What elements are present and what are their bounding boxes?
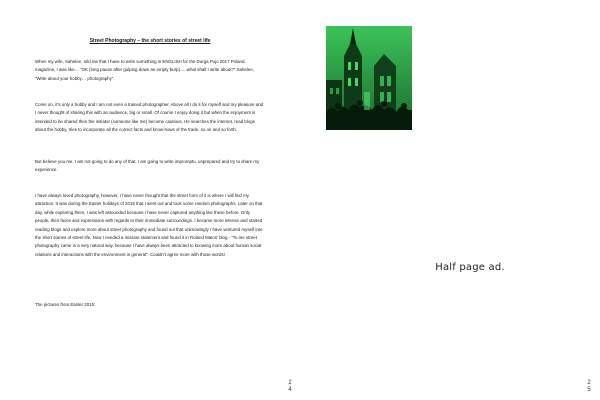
paragraph-street-photography: I have always loved photography, however, I have never thought that the street form of it is where I will find my attraction. It was during the Easter holidays of 2015 that I went out and took some random photographs. Later on that day, while exploring them, I was left astounded because I have never captured anything like these before. Only people, their faces and expressions with regards to their immediate surroundings. I became more intense and started reading blogs and explore more about street photography and found out that unknowingly I have ventured myself into the short stories of street life. Now I needed a mission statement and found it in Roland Matos’ blog - “To me street photography came in a very natural way, because I have always been attracted to knowing more about human social relations and interactions with the environment in general”. Couldn’t agree more with those words! — [35, 193, 263, 257]
half-page-ad-label: Half page ad. — [435, 262, 505, 273]
page-number-digit: 4 — [288, 386, 292, 393]
page-number-24 — [286, 380, 294, 393]
page-number-digit: 5 — [587, 386, 591, 393]
paragraph-impromptu: But believe you me, I am not going to do any of that. I am going to write impromptu, unprepared and try to share my experience. — [35, 159, 260, 173]
page-number-digit: 2 — [288, 380, 292, 386]
page-number-digit: 2 — [587, 380, 591, 386]
paragraph-hobby: Come on, it’s only a hobby and I am not even a trained photographer. Above all I do it for myself and my pleasure and I never thought of sharing this with an audience, big or small. Of course I enjoy doing it but when the enjoyment is intended to be shared then the initiator (someone like me) become cautious. He searches the internet, read blogs about the hobby, tries to incorporate all the correct facts and know-hows of the trade, so on and so forth. — [35, 102, 264, 133]
right-page — [300, 0, 600, 400]
street-photo-image — [326, 26, 412, 130]
paragraph-easter-pictures: The pictures from Easter 2015: — [35, 302, 96, 307]
street-photo-graphic — [326, 26, 412, 130]
article-title: Street Photography – the short stories of street life — [89, 38, 211, 44]
paragraph-intro: When my wife, Sahelee, told me that I have to write something in ENGLISH for the Durga Pujo 2017 Poland, magazine, I was like… “OK (long pause after gulping down an empty burp)…..what shall I write about?” Sahelee, “Write about your hobby… photography”. — [35, 59, 254, 81]
page-number-25 — [585, 380, 593, 393]
